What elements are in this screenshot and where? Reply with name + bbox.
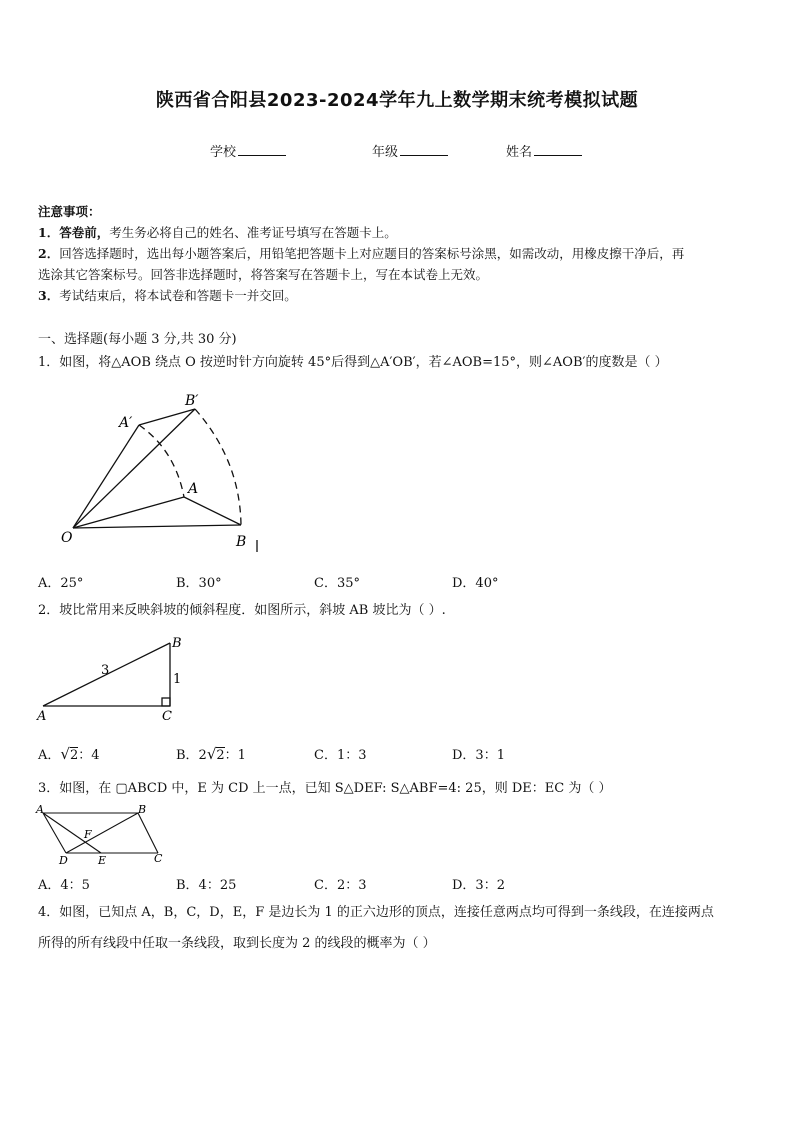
arc-B1B (195, 409, 241, 525)
label-C: C (162, 709, 172, 724)
q2-option-d[interactable]: D．3：1 (452, 748, 505, 763)
label-B: B (172, 636, 182, 651)
school-field (210, 141, 286, 160)
name-blank[interactable] (534, 155, 582, 156)
notice-heading: 注意事项： (38, 204, 101, 219)
label-hypotenuse: 3 (101, 663, 110, 678)
segment-BD (66, 813, 138, 853)
q2-figure (35, 634, 195, 726)
q3-figure (32, 802, 172, 870)
q2-option-c[interactable]: C．1：3 (314, 748, 367, 763)
q1-option-b[interactable]: B．30° (176, 576, 222, 591)
section-title: 一、选择题(每小题 3 分,共 30 分) (38, 332, 237, 347)
notice-item-1: 1．答卷前，考生务必将自己的姓名、准考证号填写在答题卡上。 (38, 225, 397, 240)
notice-item-3: 3．考试结束后，将本试卷和答题卡一并交回。 (38, 288, 297, 303)
label-side: 1 (173, 672, 182, 687)
segment-BC (138, 813, 158, 853)
question-4-text (38, 902, 760, 955)
q3-option-c[interactable]: C．2：3 (314, 878, 367, 893)
q1-option-a[interactable]: A．25° (38, 576, 84, 591)
grade-field (372, 141, 448, 160)
segment-AE (43, 813, 101, 853)
label-C: C (154, 852, 163, 865)
label-A: A (188, 481, 199, 497)
label-B: B (236, 534, 247, 550)
question-4-line-2: 所得的所有线段中任取一条线段，取到长度为 2 的线段的概率为（ ） (38, 936, 436, 951)
label-B1: B′ (185, 393, 199, 409)
label-F: F (84, 828, 92, 841)
segment-AD (43, 813, 66, 853)
segment-OB1 (73, 409, 195, 528)
segment-OB (73, 525, 241, 528)
school-label: 学校 (210, 145, 237, 160)
q2-option-a[interactable]: A．√2：4 (38, 745, 100, 763)
label-A: A (37, 709, 47, 724)
arc-A1A (139, 425, 184, 497)
q3-option-d[interactable]: D．3：2 (452, 878, 505, 893)
segment-AB (184, 497, 241, 525)
name-label: 姓名 (506, 145, 533, 160)
label-O: O (61, 530, 73, 546)
question-1-text: 1．如图，将△AOB 绕点 O 按逆时针方向旋转 45°后得到△A′OB′，若∠AOB=15°，则∠AOB′的度数是（ ） (38, 355, 668, 370)
question-4-line-1: 4．如图，已知点 A，B，C，D，E，F 是边长为 1 的正六边形的顶点，连接任意两点均可得到一条线段，在连接两点 (38, 905, 714, 920)
notice-block (38, 201, 684, 306)
school-blank[interactable] (238, 155, 286, 156)
notice-item-2-cont: 选涂其它答案标号。回答非选择题时，将答案写在答题卡上，写在本试卷上无效。 (38, 267, 489, 282)
q3-option-b[interactable]: B．4：25 (176, 878, 237, 893)
right-angle-mark (162, 698, 170, 706)
grade-label: 年级 (372, 145, 399, 160)
page-title: 陕西省合阳县2023-2024学年九上数学期末统考模拟试题 (155, 90, 639, 111)
grade-blank[interactable] (400, 155, 448, 156)
q1-figure (55, 385, 275, 560)
notice-item-2: 2．回答选择题时，选出每小题答案后，用铅笔把答题卡上对应题目的答案标号涂黑，如需改动，用橡皮擦干净后，再 (38, 246, 685, 261)
label-D: D (59, 854, 68, 867)
q1-option-c[interactable]: C．35° (314, 576, 360, 591)
q2-option-b[interactable]: B．2√2：1 (176, 745, 246, 763)
question-3-text: 3．如图，在 ▢ABCD 中，E 为 CD 上一点，已知 S△DEF: S△ABF=4: 25，则 DE：EC 为（ ） (38, 781, 612, 796)
q1-option-d[interactable]: D．40° (452, 576, 499, 591)
q3-option-a[interactable]: A．4：5 (38, 878, 90, 893)
question-2-text: 2．坡比常用来反映斜坡的倾斜程度．如图所示，斜坡 AB 坡比为（ ）. (38, 603, 446, 618)
label-E: E (98, 854, 107, 867)
name-field (506, 141, 582, 160)
label-A1: A′ (119, 415, 133, 431)
label-A: A (36, 803, 44, 816)
label-B: B (138, 803, 147, 816)
